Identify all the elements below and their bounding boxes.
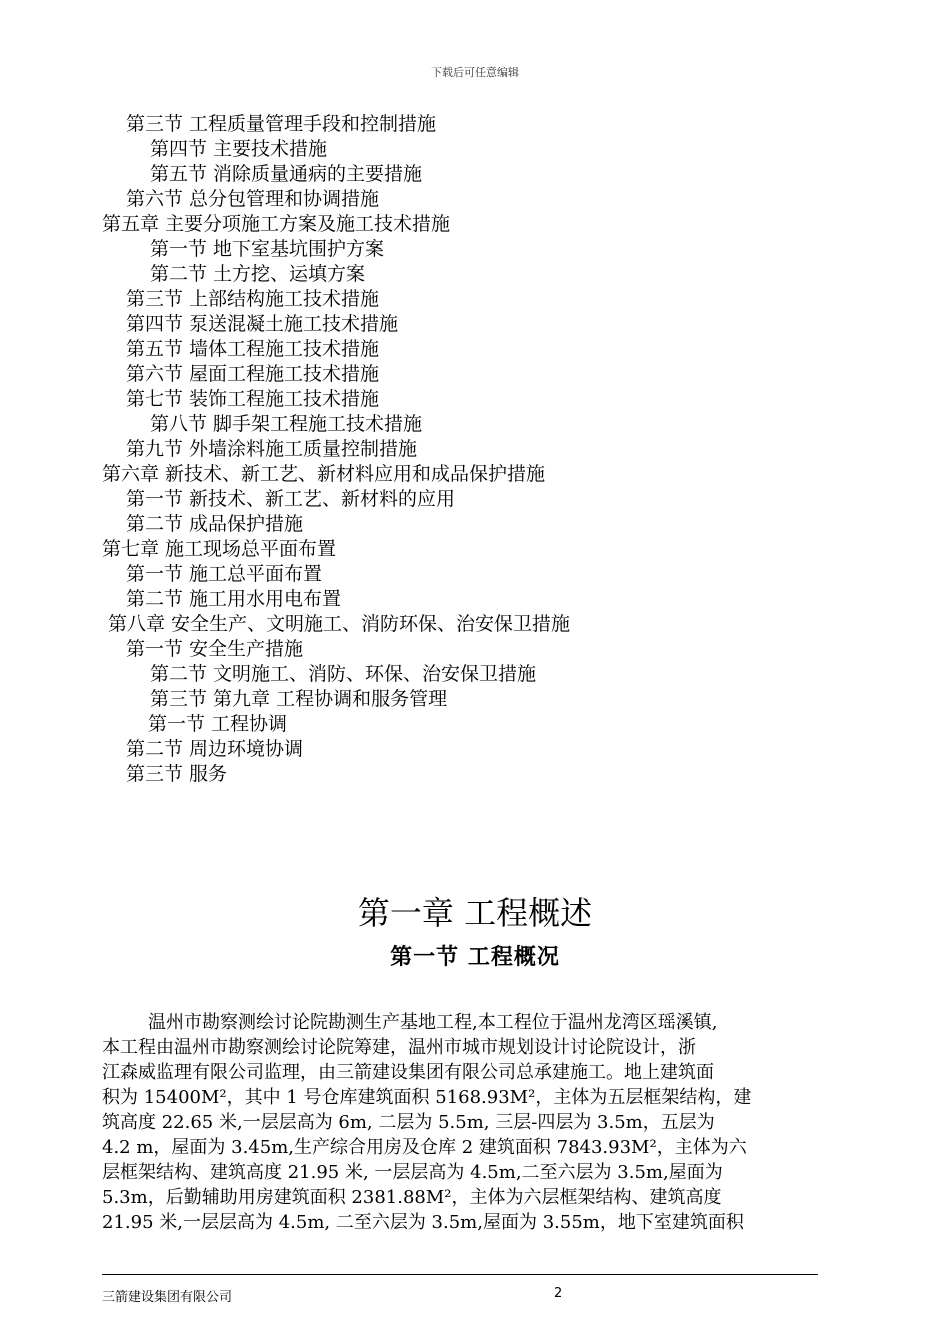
toc-entry[interactable]: 第二节 土方挖、运填方案 [150, 263, 366, 285]
toc-entry[interactable]: 第一节 新技术、新工艺、新材料的应用 [126, 488, 456, 510]
toc-entry[interactable]: 第四节 主要技术措施 [150, 138, 328, 160]
toc-entry[interactable]: 第一节 工程协调 [148, 713, 288, 735]
toc-entry[interactable]: 第九节 外墙涂料施工质量控制措施 [126, 438, 418, 460]
toc-entry[interactable]: 第四节 泵送混凝土施工技术措施 [126, 313, 399, 335]
toc-entry[interactable]: 第七节 装饰工程施工技术措施 [126, 388, 380, 410]
footer-divider [102, 1274, 818, 1275]
footer-company: 三箭建设集团有限公司 [102, 1290, 233, 1305]
toc-entry[interactable]: 第八章 安全生产、文明施工、消防环保、治安保卫措施 [108, 613, 571, 635]
body-paragraph [102, 1010, 862, 1235]
toc-entry[interactable]: 第二节 周边环境协调 [126, 738, 304, 760]
toc-entry[interactable]: 第五章 主要分项施工方案及施工技术措施 [102, 213, 451, 235]
toc-entry[interactable]: 第二节 成品保护措施 [126, 513, 304, 535]
paragraph-line: 江森威监理有限公司监理，由三箭建设集团有限公司总承建施工。地上建筑面 [102, 1062, 714, 1083]
toc-entry[interactable]: 第六章 新技术、新工艺、新材料应用和成品保护措施 [102, 463, 546, 485]
paragraph-line: 5.3m，后勤辅助用房建筑面积 2381.88M²，主体为六层框架结构、建筑高度 [102, 1187, 722, 1208]
paragraph-line: 筑高度 22.65 米,一层层高为 6m, 二层为 5.5m, 三层-四层为 3.5m，五层为 [102, 1112, 715, 1133]
section-title: 第一节 工程概况 [390, 944, 560, 970]
toc-entry[interactable]: 第八节 脚手架工程施工技术措施 [150, 413, 423, 435]
paragraph-line: 温州市勘察测绘讨论院勘测生产基地工程,本工程位于温州龙湾区瑶溪镇, [148, 1012, 718, 1033]
toc-entry[interactable]: 第二节 文明施工、消防、环保、治安保卫措施 [150, 663, 537, 685]
paragraph-line: 积为 15400M²，其中 1 号仓库建筑面积 5168.93M²，主体为五层框架结构，建 [102, 1087, 752, 1108]
paragraph-line: 21.95 米,一层层高为 4.5m, 二至六层为 3.5m,屋面为 3.55m，地下室建筑面积 [102, 1212, 744, 1233]
page-number: 2 [554, 1286, 563, 1301]
toc-entry[interactable]: 第六节 屋面工程施工技术措施 [126, 363, 380, 385]
toc-entry[interactable]: 第五节 消除质量通病的主要措施 [150, 163, 423, 185]
toc-entry[interactable]: 第三节 上部结构施工技术措施 [126, 288, 380, 310]
toc-entry[interactable]: 第三节 第九章 工程协调和服务管理 [150, 688, 448, 710]
toc-entry[interactable]: 第六节 总分包管理和协调措施 [126, 188, 380, 210]
toc-entry[interactable]: 第一节 安全生产措施 [126, 638, 304, 660]
paragraph-line: 本工程由温州市勘察测绘讨论院筹建，温州市城市规划设计讨论院设计，浙 [102, 1037, 696, 1058]
chapter-title: 第一章 工程概述 [357, 894, 593, 932]
toc-entry[interactable]: 第七章 施工现场总平面布置 [102, 538, 337, 560]
toc-entry[interactable]: 第二节 施工用水用电布置 [126, 588, 342, 610]
toc-entry[interactable]: 第三节 服务 [126, 763, 228, 785]
toc-entry[interactable]: 第一节 地下室基坑围护方案 [150, 238, 385, 260]
toc-entry[interactable]: 第一节 施工总平面布置 [126, 563, 323, 585]
paragraph-line: 4.2 m，屋面为 3.45m,生产综合用房及仓库 2 建筑面积 7843.93M²，主体为六 [102, 1137, 747, 1158]
paragraph-line: 层框架结构、建筑高度 21.95 米, 一层层高为 4.5m,二至六层为 3.5m,屋面为 [102, 1162, 723, 1183]
page-header: 下载后可任意编辑 [431, 66, 519, 79]
toc-entry[interactable]: 第三节 工程质量管理手段和控制措施 [126, 113, 437, 135]
toc-entry[interactable]: 第五节 墙体工程施工技术措施 [126, 338, 380, 360]
